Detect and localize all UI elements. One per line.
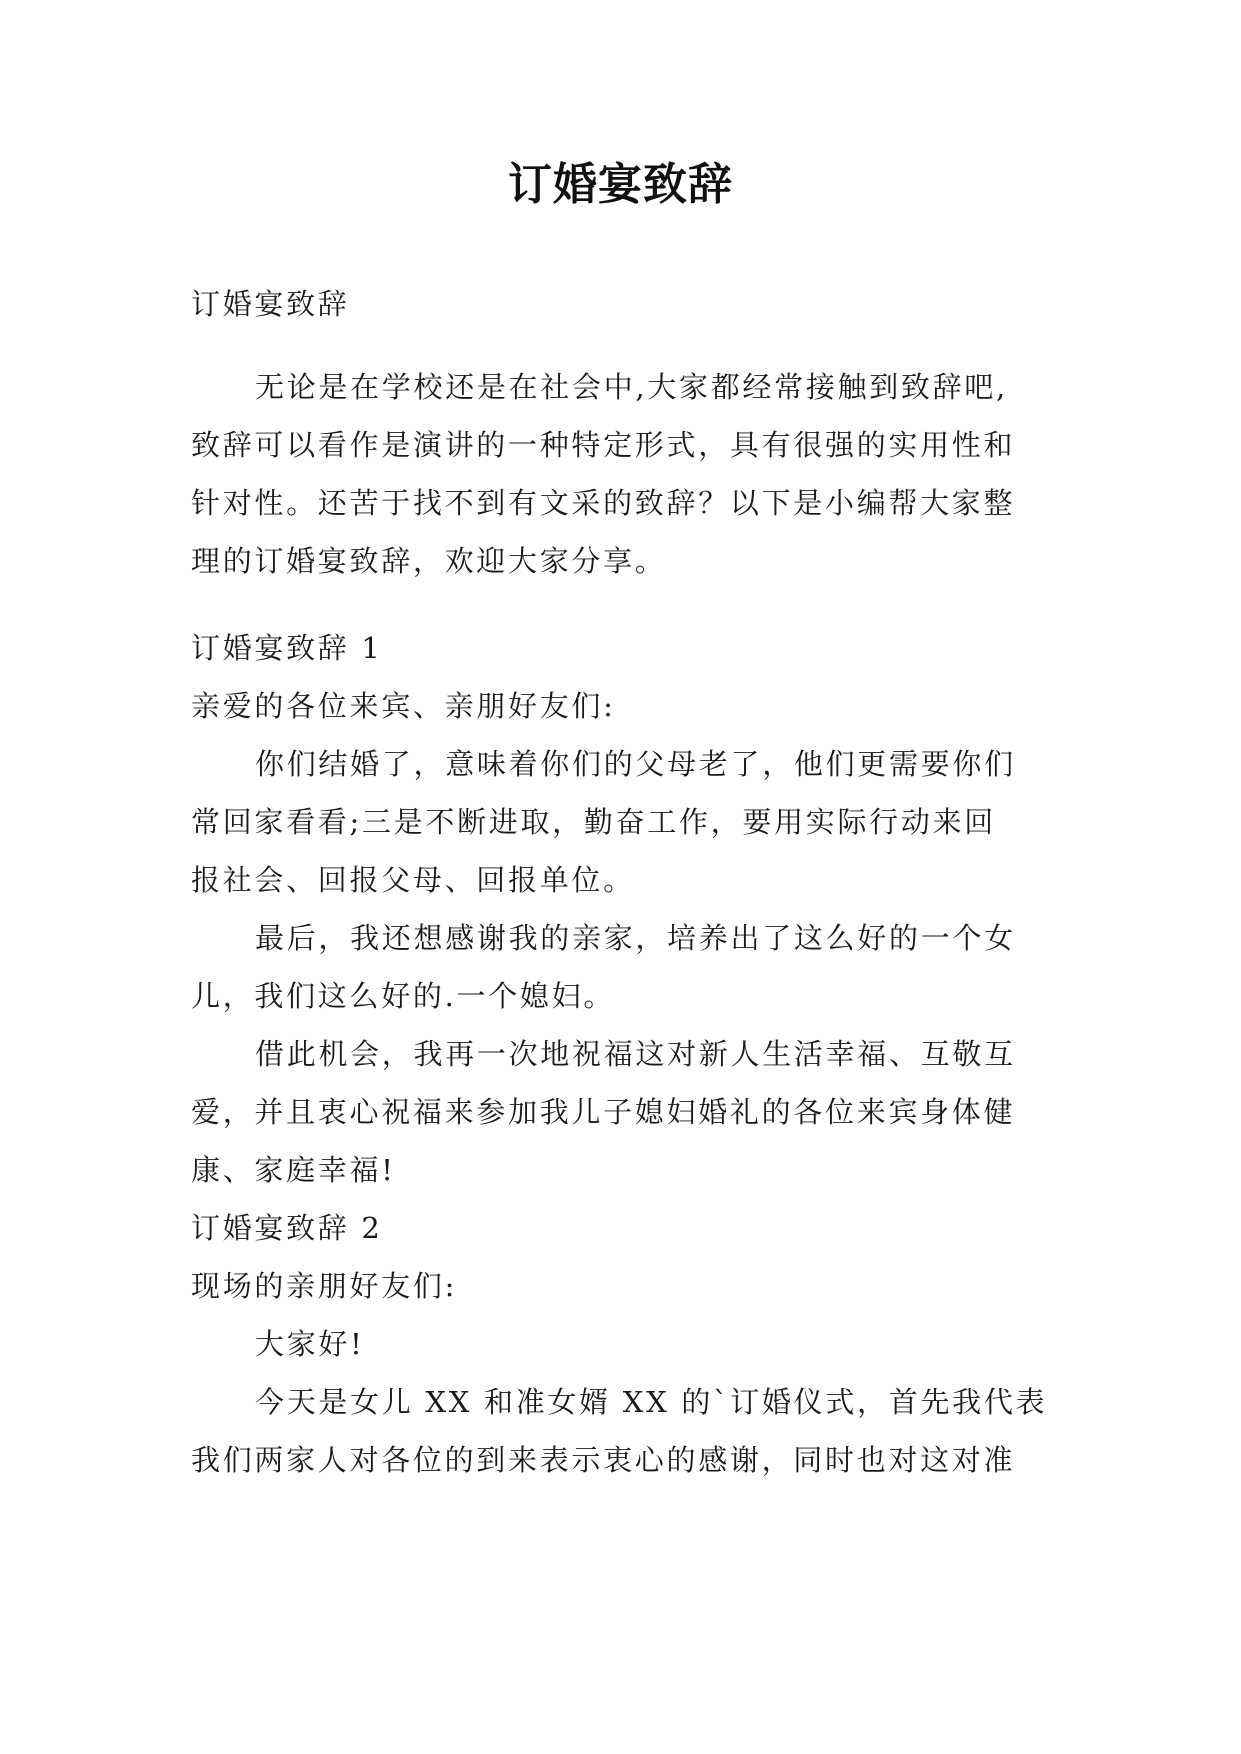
paragraph-line: 理的订婚宴致辞，欢迎大家分享。 (191, 544, 667, 578)
salutation-line: 现场的亲朋好友们: (191, 1269, 458, 1303)
paragraph-line: 今天是女儿 XX 和准女婿 XX 的`订婚仪式，首先我代表 (255, 1385, 1048, 1419)
paragraph-line: 常回家看看;三是不断进取，勤奋工作，要用实际行动来回 (191, 805, 996, 839)
paragraph-line: 最后，我还想感谢我的亲家，培养出了这么好的一个女 (255, 921, 1016, 955)
paragraph-line: 报社会、回报父母、回报单位。 (191, 863, 635, 897)
section-heading: 订婚宴致辞 1 (191, 631, 383, 665)
paragraph-line: 康、家庭幸福! (191, 1153, 396, 1187)
paragraph-line: 借此机会，我再一次地祝福这对新人生活幸福、互敬互 (255, 1037, 1016, 1071)
paragraph-line: 大家好! (255, 1327, 365, 1361)
intro-heading: 订婚宴致辞 (191, 287, 350, 321)
paragraph-line: 无论是在学校还是在社会中,大家都经常接触到致辞吧, (255, 370, 1008, 404)
salutation-line: 亲爱的各位来宾、亲朋好友们: (191, 689, 616, 723)
paragraph-line: 我们两家人对各位的到来表示衷心的感谢，同时也对这对准 (191, 1443, 1016, 1477)
section-heading: 订婚宴致辞 2 (191, 1211, 383, 1245)
paragraph-line: 你们结婚了，意味着你们的父母老了，他们更需要你们 (255, 747, 1016, 781)
paragraph-line: 针对性。还苦于找不到有文采的致辞？以下是小编帮大家整 (191, 486, 1016, 520)
paragraph-line: 儿，我们这么好的.一个媳妇。 (191, 979, 616, 1013)
document-title: 订婚宴致辞 (508, 159, 733, 210)
paragraph-line: 致辞可以看作是演讲的一种特定形式，具有很强的实用性和 (191, 428, 1016, 462)
paragraph-line: 爱，并且衷心祝福来参加我儿子媳妇婚礼的各位来宾身体健 (191, 1095, 1016, 1129)
